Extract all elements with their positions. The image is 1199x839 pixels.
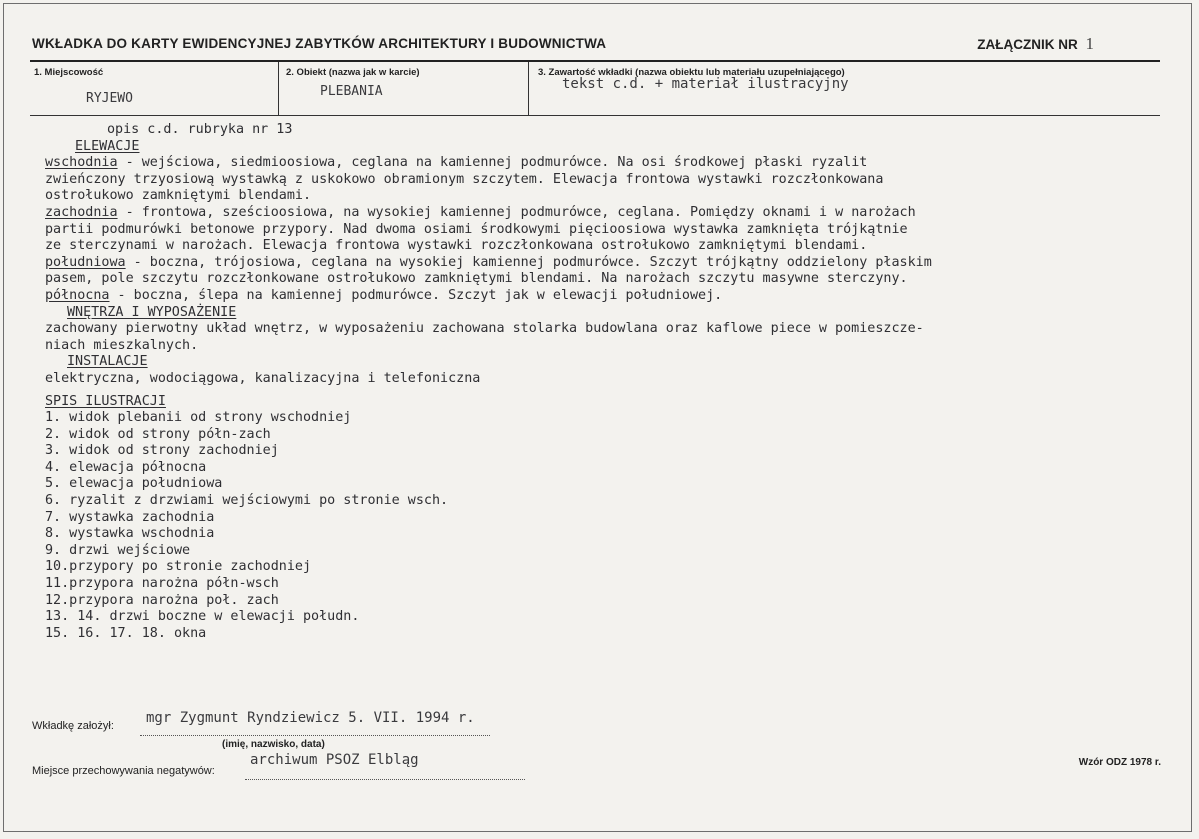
interior-line1: zachowany pierwotny układ wnętrz, w wyposażeniu zachowana stolarka budowlana oraz kaflowe piece w pomieszcze- xyxy=(45,321,924,337)
storage-label: Miejsce przechowywania negatywów: xyxy=(32,765,215,777)
list-item: 7. wystawka zachodnia xyxy=(45,509,215,525)
elevation-east xyxy=(45,155,1155,172)
intro-line: opis c.d. rubryka nr 13 xyxy=(107,122,293,137)
elevation-east-text: - wejściowa, siedmioosiowa, ceglana na kamiennej podmurówce. Na osi środkowej płaski ryzalit xyxy=(117,155,868,171)
elevation-east-line2: zwieńczony trzyosiową wystawką z uskokowo obramionym szczytem. Elewacja frontowa wystawki rozczłonkowana xyxy=(45,171,884,187)
elevation-south-text: - boczna, trójosiowa, ceglana na wysokiej kamiennej podmurówce. Szczyt trójkątny oddzielony płaskim xyxy=(125,254,932,270)
interior-heading: WNĘTRZA I WYPOSAŻENIE xyxy=(67,304,237,320)
list-item: 12.przypora narożna poł. zach xyxy=(45,592,279,608)
form-model: Wzór ODZ 1978 r. xyxy=(1078,757,1161,768)
list-item: 6. ryzalit z drzwiami wejściowymi po stronie wsch. xyxy=(45,493,449,509)
content-label: 3. Zawartość wkładki (nazwa obiektu lub materiału uzupełniającego) xyxy=(538,67,845,78)
list-item: 9. drzwi wejściowe xyxy=(45,542,191,558)
created-by-hint: (imię, nazwisko, data) xyxy=(222,739,325,750)
elevation-north xyxy=(45,288,1155,305)
field-divider xyxy=(528,62,529,115)
object-label: 2. Obiekt (nazwa jak w karcie) xyxy=(286,67,420,78)
elevation-west xyxy=(45,205,1155,222)
list-item: 2. widok od strony półn-zach xyxy=(45,426,271,442)
interior-line2: niach mieszkalnych. xyxy=(45,337,199,353)
created-by-value: mgr Zygmunt Ryndziewicz 5. VII. 1994 r. xyxy=(146,710,475,726)
annex-value: 1 xyxy=(1085,34,1094,53)
list-item: 5. elewacja południowa xyxy=(45,476,223,492)
header-rule xyxy=(30,60,1160,62)
elevation-west-line2: partii podmurówki betonowe przypory. Nad dwoma osiami środkowymi pięcioosiowa wystawka zamknięta trójkątnie xyxy=(45,221,908,237)
illustrations-list xyxy=(45,410,1155,642)
fields-rule xyxy=(30,115,1160,116)
storage-value: archiwum PSOZ Elbląg xyxy=(250,752,419,768)
storage-line xyxy=(245,779,525,780)
list-item: 1. widok plebanii od strony wschodniej xyxy=(45,410,352,426)
elevation-east-label: wschodnia xyxy=(45,155,118,171)
field-divider xyxy=(278,62,279,115)
elevation-north-label: północna xyxy=(45,287,110,303)
elevation-south xyxy=(45,255,1155,272)
annex-number xyxy=(977,34,1094,54)
list-item: 4. elewacja północna xyxy=(45,459,207,475)
elevation-west-label: zachodnia xyxy=(45,204,118,220)
elevation-south-label: południowa xyxy=(45,254,126,270)
object-value: PLEBANIA xyxy=(320,84,383,99)
list-item: 11.przypora narożna półn-wsch xyxy=(45,576,279,592)
elevation-north-text: - boczna, ślepa na kamiennej podmurówce. Szczyt jak w elewacji południowej. xyxy=(109,287,723,303)
list-item: 13. 14. drzwi boczne w elewacji połudn. xyxy=(45,609,360,625)
list-item: 10.przypory po stronie zachodniej xyxy=(45,559,312,575)
content-value: tekst c.d. + materiał ilustracyjny xyxy=(562,76,849,92)
installations-heading: INSTALACJE xyxy=(67,354,148,370)
elevation-west-text: - frontowa, sześcioosiowa, na wysokiej kamiennej podmurówce, ceglana. Pomiędzy oknami i w narożach xyxy=(117,204,916,220)
description-text xyxy=(45,122,1155,642)
created-by-line xyxy=(140,735,490,736)
locality-value: RYJEWO xyxy=(86,91,133,106)
illustrations-heading: SPIS ILUSTRACJI xyxy=(45,393,166,409)
elevation-south-line2: pasem, pole szczytu rozczłonkowane ostrołukowo zamkniętymi blendami. Na narożach szczytu masywne sterczyny. xyxy=(45,271,908,287)
installations-line: elektryczna, wodociągowa, kanalizacyjna i telefoniczna xyxy=(45,370,481,386)
elevation-west-line3: ze sterczynami w narożach. Elewacja frontowa wystawki rozczłonkowana ostrołukowo zamkniętymi blendami. xyxy=(45,238,868,254)
list-item: 15. 16. 17. 18. okna xyxy=(45,625,207,641)
form-title: WKŁADKA DO KARTY EWIDENCYJNEJ ZABYTKÓW ARCHITEKTURY I BUDOWNICTWA xyxy=(32,36,607,51)
list-item: 3. widok od strony zachodniej xyxy=(45,443,279,459)
elevation-east-line3: ostrołukowo zamkniętymi blendami. xyxy=(45,188,312,204)
list-item: 8. wystawka wschodnia xyxy=(45,526,215,542)
created-by-label: Wkładkę założył: xyxy=(32,720,114,732)
locality-label: 1. Miejscowość xyxy=(34,67,104,78)
annex-label: ZAŁĄCZNIK NR xyxy=(977,37,1078,52)
elevations-heading: ELEWACJE xyxy=(75,138,140,154)
